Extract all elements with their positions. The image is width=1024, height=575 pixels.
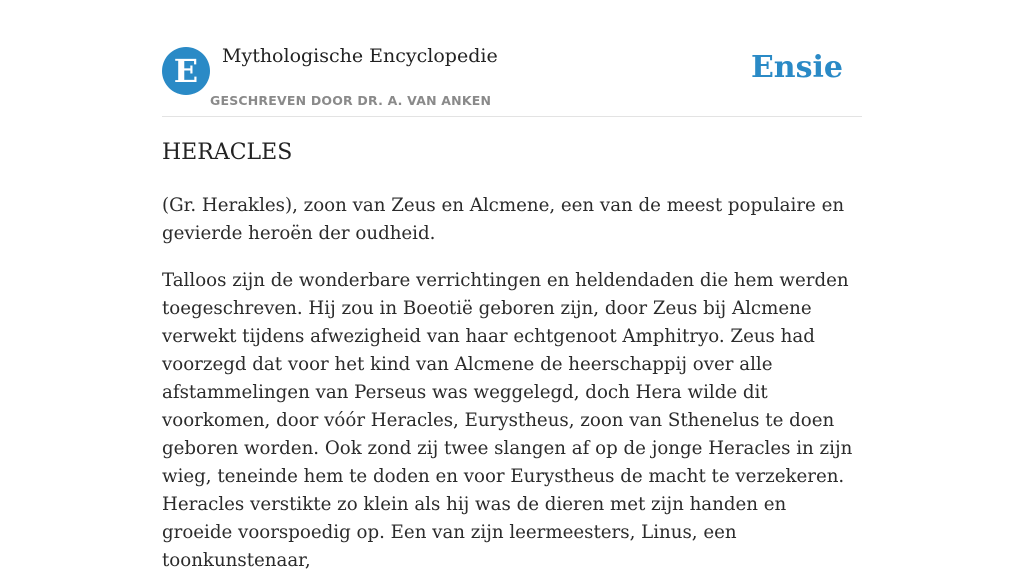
publication-title[interactable]: Mythologische Encyclopedie <box>222 45 498 67</box>
brand-logo[interactable]: Ensie <box>750 50 843 85</box>
content-container <box>162 0 862 571</box>
header <box>162 0 862 117</box>
article-paragraph: Talloos zijn de wonderbare verrichtingen en heldendaden die hem werden toegeschreven. Hij zou in Boeotië geboren zijn, door Zeus bij Alcmene verwekt tijdens afwezigheid van haar echtgenoot Amphitryo. Zeus had voorzegd dat voor het kind van Alcmene de heerschappij over alle afstammelingen van Perseus was weggelegd, doch Hera wilde dit voorkomen, door vóór Heracles, Eurystheus, zoon van Sthenelus te doen geboren worden. Ook zond zij twee slangen af op de jonge Heracles in zijn wieg, teneinde hem te doden en voor Eurystheus de macht te verzekeren. Heracles verstikte zo klein als hij was de dieren met zijn handen en groeide voorspoedig op. Een van zijn leermeesters, Linus, een toonkunstenaar, <box>162 270 853 571</box>
publication-logo[interactable]: E <box>162 47 210 95</box>
article-paragraph: (Gr. Herakles), zoon van Zeus en Alcmene, een van de meest populaire en gevierde heroën der oudheid. <box>162 195 845 244</box>
article-title: HERACLES <box>162 140 293 165</box>
author-byline: GESCHREVEN DOOR DR. A. VAN ANKEN <box>210 93 492 108</box>
